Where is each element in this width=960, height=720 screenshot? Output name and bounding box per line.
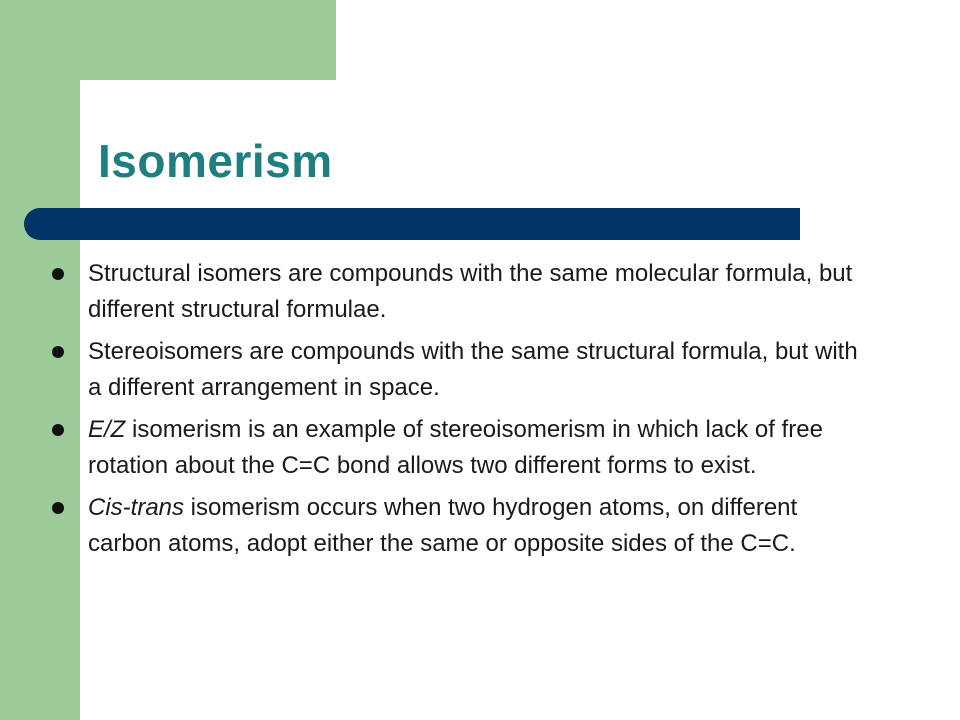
- title-underline-bar: [24, 208, 800, 240]
- bullet-item-ez-isomerism: [88, 412, 858, 484]
- content-corner: [80, 80, 140, 140]
- bullet-item-stereoisomers: [88, 334, 858, 406]
- bullet-text: Structural isomers are compounds with the same molecular formula, but different structural formulae.: [88, 260, 853, 323]
- bullet-text: isomerism occurs when two hydrogen atoms, on different carbon atoms, adopt either the same or opposite sides of the C=C.: [88, 494, 798, 557]
- sidebar-green-band: [0, 0, 80, 720]
- bullet-lead-term: Cis-trans: [88, 494, 185, 521]
- bullet-lead-term: E/Z: [88, 416, 126, 443]
- bullet-text: Stereoisomers are compounds with the same structural formula, but with a different arrangement in space.: [88, 338, 858, 401]
- bullet-item-structural-isomers: [88, 256, 858, 328]
- bullet-item-cis-trans: [88, 490, 858, 562]
- slide-title: Isomerism: [98, 135, 333, 187]
- bullet-list: [88, 256, 858, 568]
- bullet-text: isomerism is an example of stereoisomerism in which lack of free rotation about the C=C bond allows two different forms to exist.: [88, 416, 823, 479]
- top-green-band: [0, 0, 336, 80]
